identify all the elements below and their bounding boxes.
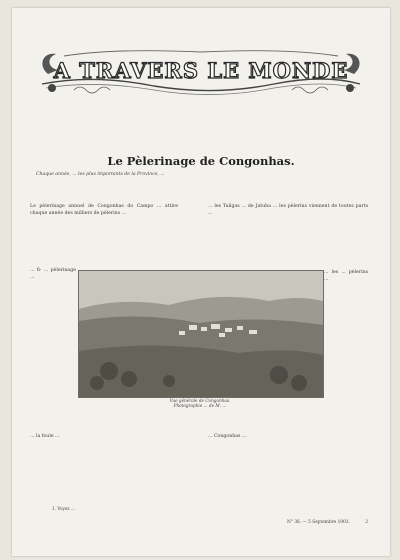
masthead-banner — [34, 44, 368, 98]
document-page — [12, 8, 390, 556]
text-column-right: ... les Taligas ... de Jatuba ... les pèlerins viennent de toutes parts ... — [208, 204, 368, 216]
text-column-bottom-left: ... la foule ... — [30, 434, 60, 439]
text-column-bottom-right: ... Congonhas ... — [208, 434, 247, 439]
caption-credit: Photographie ... de M. ... — [173, 403, 227, 409]
photo-caption — [78, 398, 322, 409]
text-column-narrow-left: ... fi- ... pèlerinage ... — [30, 268, 76, 280]
article-title: Le Pèlerinage de Congonhas. — [107, 154, 295, 168]
text-column-left: Le pèlerinage annuel de Congonhas do Campo ... attire chaque année des milliers de pèlerins ... — [30, 204, 178, 216]
article-intro: Chaque année, ... les plus importants de la Province, ... — [36, 172, 165, 177]
masthead-title: A TRAVERS LE MONDE — [53, 58, 349, 83]
page-number: 2 — [365, 520, 368, 525]
caption-title: Vue générale de Congonhas. — [169, 398, 231, 403]
footnote: 1. Voyez ... — [52, 506, 75, 511]
issue-info: N° 36. — 5 Septembre 1903. — [287, 520, 350, 525]
page-footer — [208, 520, 368, 525]
landscape-photo — [78, 270, 324, 398]
text-column-narrow-right: ... les ... pèlerins ... — [324, 270, 368, 282]
